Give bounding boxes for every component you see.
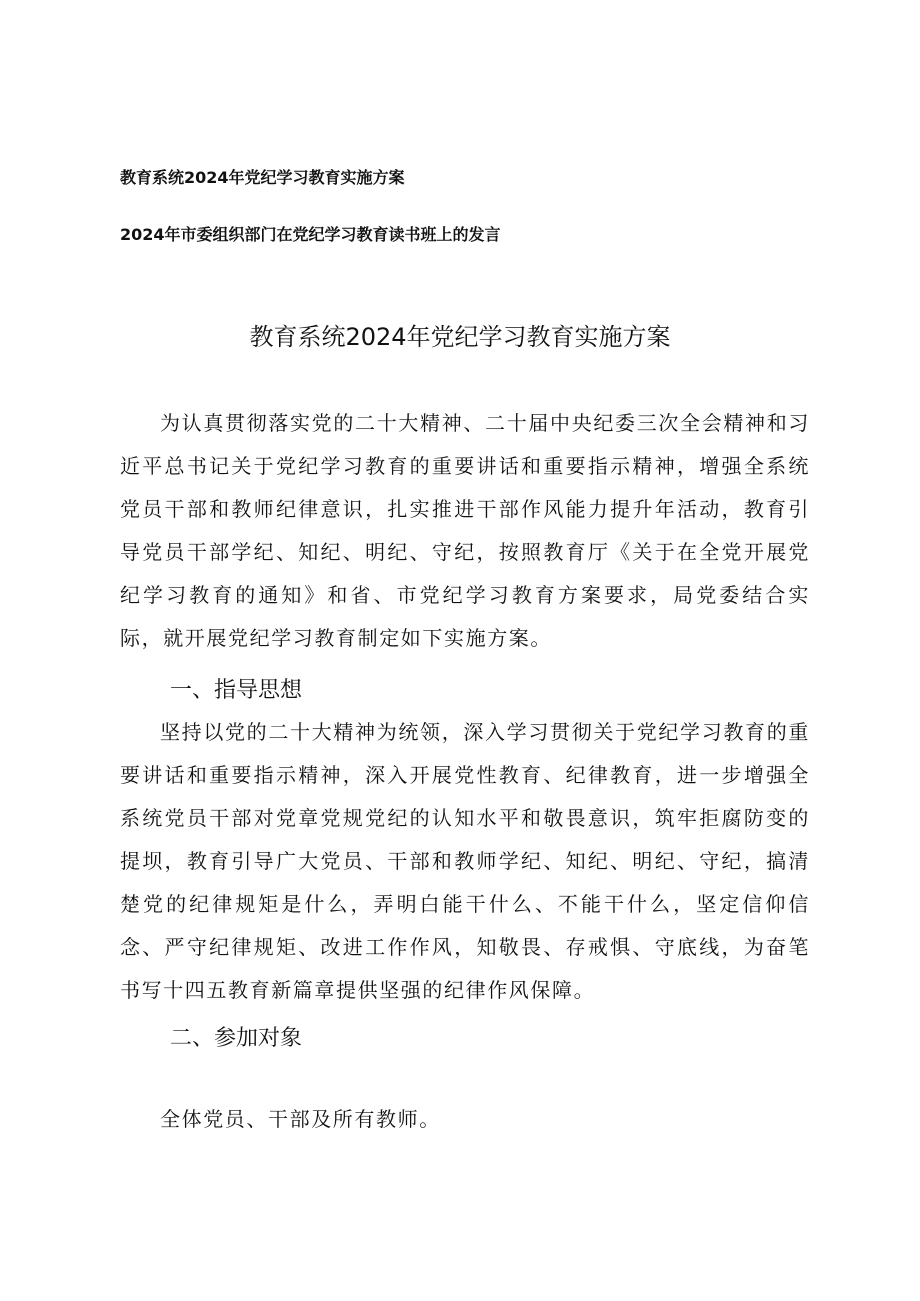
section-body-guiding-ideology: 坚持以党的二十大精神为统领，深入学习贯彻关于党纪学习教育的重要讲话和重要指示精神，深入开展党性教育、纪律教育，进一步增强全系统党员干部对党章党规党纪的认知水平和敬畏意识，筑牢拒腐防变的提坝，教育引导广大党员、干部和教师学纪、知纪、明纪、守纪，搞清楚党的纪律规矩是什么，弄明白能干什么、不能干什么，坚定信仰信念、严守纪律规矩、改进工作作风，知敬畏、存戒惧、守底线，为奋笔书写十四五教育新篇章提供坚强的纪律作风保障。 <box>120 720 810 1002</box>
toc-item-1: 教育系统2024年党纪学习教育实施方案 <box>120 168 405 187</box>
toc-item-2: 2024年市委组织部门在党纪学习教育读书班上的发言 <box>120 225 501 244</box>
intro-paragraph: 为认真贯彻落实党的二十大精神、二十届中央纪委三次全会精神和习近平总书记关于党纪学习教育的重要讲话和重要指示精神，增强全系统党员干部和教师纪律意识，扎实推进干部作风能力提升年活动，教育引导党员干部学纪、知纪、明纪、守纪，按照教育厅《关于在全党开展党纪学习教育的通知》和省、市党纪学习教育方案要求，局党委结合实际，就开展党纪学习教育制定如下实施方案。 <box>120 411 810 650</box>
section-heading-guiding-ideology: 一、指导思想 <box>170 678 303 703</box>
document-title: 教育系统2024年党纪学习教育实施方案 <box>249 323 671 351</box>
section-body-participants: 全体党员、干部及所有教师。 <box>160 1107 441 1131</box>
section-heading-participants: 二、参加对象 <box>170 1026 303 1051</box>
